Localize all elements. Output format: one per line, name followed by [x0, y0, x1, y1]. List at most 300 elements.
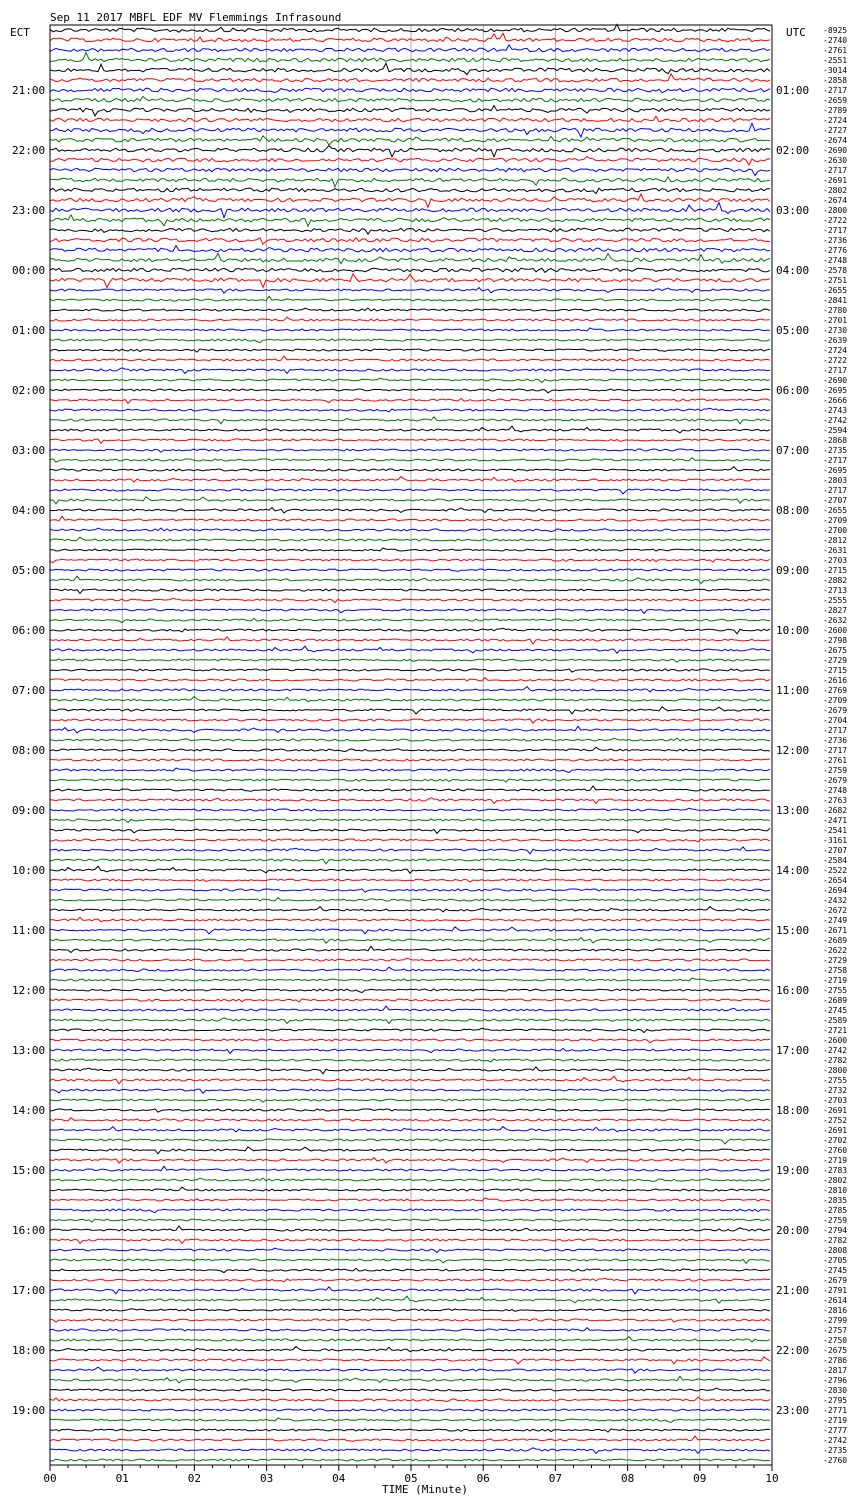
- chart-title: Sep 11 2017 MBFL EDF MV Flemmings Infrasound: [50, 11, 342, 24]
- trace-line: [50, 659, 770, 662]
- trace-value-label: -2522: [823, 866, 848, 875]
- trace-value-label: -2679: [823, 706, 848, 715]
- trace-line: [50, 274, 770, 288]
- trace-value-label: -2782: [823, 1056, 848, 1065]
- trace-line: [50, 786, 770, 791]
- trace-line: [50, 1048, 770, 1053]
- trace-line: [50, 1248, 770, 1252]
- trace-value-label: -2761: [823, 46, 848, 55]
- ect-hour-label: 12:00: [12, 984, 46, 997]
- trace-line: [50, 559, 770, 563]
- trace-line: [50, 798, 770, 804]
- ect-label: ECT: [10, 26, 30, 39]
- trace-value-label: -2740: [823, 36, 848, 45]
- trace-line: [50, 398, 770, 403]
- trace-value-label: -2841: [823, 296, 848, 305]
- utc-hour-label: 10:00: [776, 624, 810, 637]
- trace-line: [50, 528, 770, 532]
- trace-line: [50, 1309, 770, 1312]
- trace-line: [50, 378, 770, 382]
- trace-value-label: -2732: [823, 1086, 848, 1095]
- trace-line: [50, 228, 770, 234]
- trace-value-label: -2735: [823, 446, 848, 455]
- trace-line: [50, 1367, 770, 1373]
- utc-hour-label: 14:00: [776, 864, 810, 877]
- trace-line: [50, 828, 770, 833]
- trace-value-label: -2578: [823, 266, 848, 275]
- trace-value-label: -2794: [823, 1226, 848, 1235]
- trace-value-label: -2796: [823, 1376, 848, 1385]
- trace-line: [50, 598, 770, 602]
- ect-hour-label: 15:00: [12, 1164, 46, 1177]
- trace-value-label: -2689: [823, 996, 848, 1005]
- trace-line: [50, 907, 770, 912]
- trace-line: [50, 1278, 770, 1282]
- trace-value-label: -2719: [823, 1416, 848, 1425]
- ect-hour-label: 11:00: [12, 924, 46, 937]
- trace-value-label: -2786: [823, 1356, 848, 1365]
- trace-line: [50, 458, 770, 462]
- x-tick-label: 03: [259, 1472, 274, 1485]
- ect-hour-label: 14:00: [12, 1104, 46, 1117]
- trace-value-label: -2622: [823, 946, 848, 955]
- trace-line: [50, 296, 770, 301]
- trace-line: [50, 246, 770, 252]
- utc-hour-label: 11:00: [776, 684, 810, 697]
- trace-line: [50, 1436, 770, 1441]
- trace-value-label: -2674: [823, 136, 848, 145]
- trace-value-label: -2802: [823, 1176, 848, 1185]
- trace-line: [50, 866, 770, 873]
- trace-line: [50, 1076, 770, 1084]
- trace-value-label: -2808: [823, 1246, 848, 1255]
- trace-value-label: -2717: [823, 456, 848, 465]
- trace-value-label: -8925: [823, 26, 848, 35]
- trace-line: [50, 1448, 770, 1454]
- trace-value-label: -2748: [823, 256, 848, 265]
- trace-line: [50, 589, 770, 594]
- trace-value-label: -2655: [823, 506, 848, 515]
- utc-hour-label: 07:00: [776, 444, 810, 457]
- trace-line: [50, 1166, 770, 1171]
- trace-line: [50, 1209, 770, 1213]
- trace-value-label: -2675: [823, 646, 848, 655]
- x-tick-label: 08: [620, 1472, 635, 1485]
- trace-line: [50, 1059, 770, 1062]
- trace-line: [50, 477, 770, 482]
- trace-line: [50, 819, 770, 823]
- trace-value-label: -2717: [823, 726, 848, 735]
- trace-value-label: -2632: [823, 616, 848, 625]
- trace-line: [50, 1127, 770, 1132]
- x-tick-label: 10: [765, 1472, 779, 1485]
- ect-hour-label: 16:00: [12, 1224, 46, 1237]
- ect-hour-label: 03:00: [12, 444, 46, 457]
- trace-value-label: -2724: [823, 116, 848, 125]
- trace-value-label: -2800: [823, 206, 848, 215]
- trace-line: [50, 516, 770, 521]
- trace-value-label: -2757: [823, 1326, 848, 1335]
- utc-hour-label: 20:00: [776, 1224, 810, 1237]
- trace-value-label: -2614: [823, 1296, 848, 1305]
- trace-value-label: -2555: [823, 596, 848, 605]
- trace-value-label: -2691: [823, 1126, 848, 1135]
- trace-value-label: -2639: [823, 336, 848, 345]
- utc-hour-label: 23:00: [776, 1404, 810, 1417]
- trace-value-label: -2730: [823, 326, 848, 335]
- trace-value-label: -2755: [823, 1076, 848, 1085]
- trace-line: [50, 967, 770, 971]
- trace-value-label: -2707: [823, 496, 848, 505]
- trace-line: [50, 1118, 770, 1121]
- trace-value-label: -2760: [823, 1146, 848, 1155]
- trace-value-label: -2700: [823, 526, 848, 535]
- trace-line: [50, 1357, 770, 1364]
- ect-hour-label: 22:00: [12, 144, 46, 157]
- trace-value-label: -2817: [823, 1366, 848, 1375]
- trace-line: [50, 1099, 770, 1102]
- trace-line: [50, 1376, 770, 1383]
- trace-line: [50, 687, 770, 692]
- trace-line: [50, 389, 770, 393]
- trace-line: [50, 808, 770, 811]
- trace-value-label: -2600: [823, 1036, 848, 1045]
- ect-hour-label: 01:00: [12, 324, 46, 337]
- trace-line: [50, 1067, 770, 1074]
- utc-hour-label: 16:00: [776, 984, 810, 997]
- trace-value-label: -2682: [823, 806, 848, 815]
- trace-value-label: -2742: [823, 1436, 848, 1445]
- trace-line: [50, 738, 770, 741]
- x-tick-label: 09: [693, 1472, 707, 1485]
- trace-line: [50, 678, 770, 681]
- trace-value-label: -2689: [823, 936, 848, 945]
- trace-value-label: -2701: [823, 316, 848, 325]
- utc-hour-label: 15:00: [776, 924, 810, 937]
- trace-value-label: -2802: [823, 186, 848, 195]
- trace-line: [50, 106, 770, 116]
- trace-value-label: -2776: [823, 246, 848, 255]
- trace-value-label: -2709: [823, 696, 848, 705]
- trace-line: [50, 1239, 770, 1244]
- trace-value-label: -2799: [823, 1316, 848, 1325]
- trace-line: [50, 63, 770, 74]
- ect-time-labels: [12, 84, 45, 1417]
- trace-value-label: -2717: [823, 486, 848, 495]
- trace-value-label: -2690: [823, 146, 848, 155]
- trace-value-label: -2771: [823, 1406, 848, 1415]
- trace-line: [50, 1319, 770, 1322]
- trace-line: [50, 489, 770, 494]
- trace-line: [50, 356, 770, 361]
- trace-line: [50, 759, 770, 761]
- trace-value-label: -2709: [823, 516, 848, 525]
- trace-value-label: -2882: [823, 576, 848, 585]
- trace-value-label: -2616: [823, 676, 848, 685]
- trace-value-label: -2752: [823, 1116, 848, 1125]
- utc-hour-label: 17:00: [776, 1044, 810, 1057]
- trace-line: [50, 368, 770, 374]
- trace-value-label: -2742: [823, 1046, 848, 1055]
- trace-line: [50, 1388, 770, 1391]
- utc-hour-label: 18:00: [776, 1104, 810, 1117]
- utc-hour-label: 02:00: [776, 144, 810, 157]
- trace-value-label: -2745: [823, 1266, 848, 1275]
- trace-line: [50, 938, 770, 944]
- utc-hour-label: 03:00: [776, 204, 810, 217]
- trace-value-label: -2751: [823, 276, 848, 285]
- trace-value-label: -2655: [823, 286, 848, 295]
- trace-line: [50, 978, 770, 981]
- trace-value-label: -2745: [823, 1006, 848, 1015]
- trace-line: [50, 349, 770, 352]
- trace-value-label: -2675: [823, 1346, 848, 1355]
- utc-hour-label: 13:00: [776, 804, 810, 817]
- trace-value-label: -2717: [823, 86, 848, 95]
- ect-hour-label: 19:00: [12, 1404, 46, 1417]
- trace-value-label: -2674: [823, 196, 848, 205]
- trace-value-label: -2759: [823, 1216, 848, 1225]
- trace-value-label: -2736: [823, 736, 848, 745]
- trace-line: [50, 697, 770, 702]
- ect-hour-label: 21:00: [12, 84, 46, 97]
- utc-hour-label: 21:00: [776, 1284, 810, 1297]
- trace-line: [50, 123, 770, 137]
- trace-line: [50, 215, 770, 226]
- trace-value-label: -2722: [823, 216, 848, 225]
- trace-value-label: -2703: [823, 1096, 848, 1105]
- trace-line: [50, 1409, 770, 1411]
- trace-line: [50, 726, 770, 733]
- utc-hour-label: 05:00: [776, 324, 810, 337]
- trace-line: [50, 879, 770, 882]
- trace-value-label: -2748: [823, 786, 848, 795]
- x-tick-label: 04: [332, 1472, 346, 1485]
- x-tick-label: 00: [43, 1472, 57, 1485]
- trace-value-labels: [823, 26, 847, 1465]
- ect-hour-label: 09:00: [12, 804, 46, 817]
- trace-line: [50, 1418, 770, 1423]
- utc-hour-label: 06:00: [776, 384, 810, 397]
- utc-hour-label: 08:00: [776, 504, 810, 517]
- trace-line: [50, 417, 770, 424]
- utc-label: UTC: [786, 26, 806, 39]
- trace-value-label: -2724: [823, 346, 848, 355]
- trace-value-label: -2702: [823, 1136, 848, 1145]
- trace-value-label: -2763: [823, 796, 848, 805]
- trace-value-label: -2729: [823, 956, 848, 965]
- trace-value-label: -2782: [823, 1236, 848, 1245]
- trace-value-label: -2704: [823, 716, 848, 725]
- ect-hour-label: 13:00: [12, 1044, 46, 1057]
- trace-value-label: -2769: [823, 686, 848, 695]
- trace-value-label: -2743: [823, 406, 848, 415]
- trace-value-label: -2715: [823, 666, 848, 675]
- trace-value-label: -2791: [823, 1286, 848, 1295]
- trace-value-label: -2713: [823, 586, 848, 595]
- trace-line: [50, 1268, 770, 1272]
- trace-line: [50, 1147, 770, 1154]
- trace-line: [50, 1259, 770, 1264]
- trace-value-label: -2758: [823, 966, 848, 975]
- trace-line: [50, 238, 770, 245]
- trace-value-label: -2691: [823, 1106, 848, 1115]
- trace-value-label: -2690: [823, 376, 848, 385]
- trace-line: [50, 898, 770, 901]
- trace-value-label: -3161: [823, 836, 848, 845]
- trace-value-label: -2735: [823, 1446, 848, 1455]
- trace-line: [50, 1397, 770, 1401]
- trace-line: [50, 203, 770, 218]
- trace-value-label: -2717: [823, 226, 848, 235]
- trace-value-label: -2630: [823, 156, 848, 165]
- trace-line: [50, 1028, 770, 1032]
- trace-value-label: -2631: [823, 546, 848, 555]
- trace-line: [50, 497, 770, 504]
- trace-line: [50, 1109, 770, 1112]
- trace-value-label: -2785: [823, 1206, 848, 1215]
- trace-value-label: -2760: [823, 1456, 848, 1465]
- trace-line: [50, 408, 770, 412]
- trace-value-label: -2816: [823, 1306, 848, 1315]
- x-axis: [43, 1465, 778, 1485]
- trace-value-label: -2666: [823, 396, 848, 405]
- trace-line: [50, 146, 770, 157]
- trace-line: [50, 548, 770, 551]
- trace-line: [50, 308, 770, 312]
- trace-value-label: -2868: [823, 436, 848, 445]
- ect-hour-label: 02:00: [12, 384, 46, 397]
- trace-line: [50, 537, 770, 541]
- trace-line: [50, 74, 770, 82]
- trace-value-label: -2727: [823, 126, 848, 135]
- utc-hour-label: 01:00: [776, 84, 810, 97]
- trace-line: [50, 618, 770, 622]
- trace-value-label: -2800: [823, 1066, 848, 1075]
- trace-value-label: -2703: [823, 556, 848, 565]
- trace-line: [50, 719, 770, 723]
- utc-hour-label: 22:00: [776, 1344, 810, 1357]
- ect-hour-label: 08:00: [12, 744, 46, 757]
- trace-line: [50, 889, 770, 892]
- x-tick-label: 01: [115, 1472, 129, 1485]
- trace-value-label: -2594: [823, 426, 848, 435]
- trace-line: [50, 1198, 770, 1201]
- trace-value-label: -2729: [823, 656, 848, 665]
- trace-value-label: -2736: [823, 236, 848, 245]
- trace-line: [50, 1006, 770, 1011]
- trace-value-label: -2589: [823, 1016, 848, 1025]
- trace-value-label: -2695: [823, 466, 848, 475]
- trace-line: [50, 999, 770, 1002]
- x-tick-label: 05: [404, 1472, 418, 1485]
- ect-hour-label: 17:00: [12, 1284, 46, 1297]
- trace-line: [50, 1187, 770, 1191]
- trace-line: [50, 569, 770, 571]
- trace-value-label: -2432: [823, 896, 848, 905]
- trace-value-label: -2600: [823, 626, 848, 635]
- trace-line: [50, 1337, 770, 1342]
- trace-line: [50, 97, 770, 102]
- trace-value-label: -2789: [823, 106, 848, 115]
- ect-hour-label: 04:00: [12, 504, 46, 517]
- ect-hour-label: 00:00: [12, 264, 46, 277]
- trace-line: [50, 1429, 770, 1432]
- traces: [50, 24, 770, 1461]
- x-axis-label: TIME (Minute): [381, 1483, 469, 1496]
- trace-value-label: -2691: [823, 176, 848, 185]
- trace-line: [50, 628, 770, 634]
- trace-line: [50, 847, 770, 854]
- trace-line: [50, 268, 770, 272]
- trace-line: [50, 669, 770, 672]
- trace-value-label: -2717: [823, 746, 848, 755]
- trace-line: [50, 328, 770, 331]
- trace-value-label: -2671: [823, 926, 848, 935]
- trace-value-label: -2827: [823, 606, 848, 615]
- trace-value-label: -2759: [823, 766, 848, 775]
- trace-value-label: -2749: [823, 916, 848, 925]
- trace-line: [50, 768, 770, 773]
- trace-line: [50, 33, 770, 42]
- utc-hour-label: 04:00: [776, 264, 810, 277]
- x-tick-label: 07: [548, 1472, 563, 1485]
- trace-value-label: -2858: [823, 76, 848, 85]
- trace-line: [50, 1226, 770, 1231]
- trace-line: [50, 88, 770, 93]
- trace-line: [50, 859, 770, 864]
- trace-line: [50, 576, 770, 583]
- trace-line: [50, 168, 770, 175]
- trace-value-label: -2835: [823, 1196, 848, 1205]
- trace-line: [50, 426, 770, 433]
- utc-hour-label: 09:00: [776, 564, 810, 577]
- trace-line: [50, 1089, 770, 1093]
- trace-line: [50, 188, 770, 193]
- ect-hour-label: 18:00: [12, 1344, 46, 1357]
- trace-line: [50, 1347, 770, 1352]
- trace-line: [50, 779, 770, 782]
- trace-value-label: -2755: [823, 986, 848, 995]
- trace-line: [50, 439, 770, 443]
- ect-hour-label: 10:00: [12, 864, 46, 877]
- trace-line: [50, 253, 770, 263]
- trace-value-label: -2541: [823, 826, 848, 835]
- trace-value-label: -2812: [823, 536, 848, 545]
- trace-value-label: -2783: [823, 1166, 848, 1175]
- x-tick-label: 06: [476, 1472, 490, 1485]
- ect-hour-label: 05:00: [12, 564, 46, 577]
- ect-hour-label: 23:00: [12, 204, 46, 217]
- trace-value-label: -2719: [823, 976, 848, 985]
- trace-value-label: -2679: [823, 776, 848, 785]
- trace-line: [50, 646, 770, 653]
- trace-line: [50, 1219, 770, 1222]
- trace-line: [50, 1039, 770, 1043]
- trace-line: [50, 1178, 770, 1182]
- trace-line: [50, 508, 770, 513]
- trace-line: [50, 927, 770, 934]
- trace-value-label: -2798: [823, 636, 848, 645]
- trace-line: [50, 53, 770, 62]
- trace-value-label: -2679: [823, 1276, 848, 1285]
- trace-line: [50, 1328, 770, 1331]
- trace-line: [50, 45, 770, 52]
- trace-line: [50, 958, 770, 961]
- trace-line: [50, 839, 770, 842]
- trace-line: [50, 917, 770, 921]
- trace-line: [50, 989, 770, 993]
